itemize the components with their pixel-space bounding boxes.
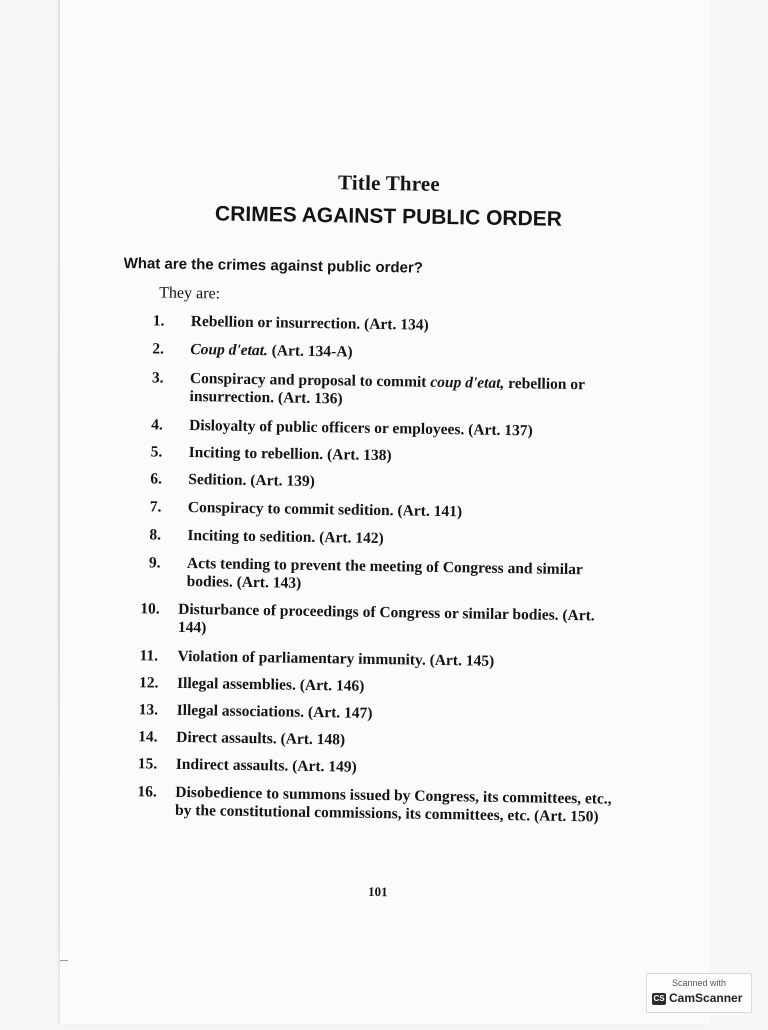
question: What are the crimes against public order? — [123, 254, 424, 277]
list-item-text — [189, 417, 621, 442]
list-item-text-part: Inciting to sedition. (Art. 142) — [187, 526, 384, 548]
list-item-text — [188, 499, 620, 524]
list-item — [152, 340, 622, 365]
watermark-brand: CamScanner — [669, 991, 743, 1005]
page-number: 101 — [367, 883, 388, 900]
scanner-watermark — [646, 973, 752, 1013]
list-item-text-part: Sedition. (Art. 139) — [188, 470, 315, 490]
list-item-text — [187, 527, 619, 552]
list-item — [150, 498, 620, 523]
list-item-text — [187, 555, 620, 598]
list-item-text — [177, 675, 617, 700]
camscanner-logo-icon: CS — [653, 994, 665, 1003]
list-item-text — [177, 648, 617, 673]
list-item — [138, 728, 616, 753]
list-item-text — [190, 341, 622, 366]
list-item-text — [189, 444, 621, 469]
list-item — [151, 443, 621, 468]
list-item-number: 12. — [138, 674, 159, 692]
list-item-text — [177, 702, 617, 727]
list-item — [139, 647, 617, 672]
list-item-number: 9. — [148, 554, 161, 572]
list-item-number: 5. — [150, 443, 163, 461]
list-item-text — [191, 313, 623, 338]
list-item-text-part: Disobedience to summons issued by Congress, its committees, etc., by the constitutional commissions, its committees, etc. (Art. 150) — [174, 783, 612, 826]
list-item — [151, 416, 621, 441]
list-item-text-part: Disloyalty of public officers or employees. (Art. 137) — [189, 416, 533, 440]
list-item-text-part: Disturbance of proceedings of Congress or similar bodies. (Art. 144) — [177, 600, 595, 637]
list-item-number: 6. — [150, 470, 163, 488]
list-item-text — [175, 784, 616, 827]
list-item — [137, 755, 616, 780]
list-item — [153, 312, 623, 337]
chapter-heading: CRIMES AGAINST PUBLIC ORDER — [214, 202, 563, 231]
list-item-number: 1. — [152, 312, 165, 330]
list-item-text-part: Direct assaults. (Art. 148) — [176, 728, 346, 749]
margin-mark — [60, 960, 68, 961]
list-item — [149, 554, 620, 597]
list-item-text-part: Acts tending to prevent the meeting of Congress and similar bodies. (Art. 143) — [186, 554, 583, 592]
list-item-text-part: rebellion or insurrection. (Art. 136) — [189, 374, 585, 408]
list-item-text — [176, 729, 616, 754]
list-item — [140, 600, 619, 643]
list-item-number: 3. — [151, 369, 164, 387]
list-item-text-part: Illegal associations. (Art. 147) — [176, 701, 373, 722]
list-item — [137, 783, 616, 826]
list-item-text — [188, 471, 620, 496]
list-item — [150, 470, 620, 495]
list-item-italic-text: Coup d'etat. — [190, 341, 268, 360]
list-item-text — [189, 370, 622, 413]
list-item-number: 16. — [137, 783, 157, 801]
list-item-italic-text: coup d'etat, — [430, 373, 505, 392]
list-item-number: 7. — [149, 498, 162, 516]
title: Title Three — [337, 170, 441, 196]
list-item-number: 11. — [139, 647, 159, 665]
list-item — [149, 526, 619, 551]
list-item-number: 4. — [151, 416, 163, 434]
list-item-number: 2. — [152, 340, 165, 358]
list-item-number: 10. — [140, 600, 160, 618]
list-item-text — [176, 756, 616, 781]
list-item-text-part: Indirect assaults. (Art. 149) — [175, 755, 357, 776]
list-item-number: 15. — [137, 755, 158, 773]
watermark-caption: Scanned with — [671, 978, 727, 988]
list-item-number: 13. — [138, 701, 159, 719]
list-item-number: 14. — [138, 728, 158, 746]
list-item-text-part: Conspiracy and proposal to commit — [189, 369, 431, 391]
list-item-text — [178, 601, 619, 644]
list-item-text-part: Illegal assemblies. (Art. 146) — [176, 674, 365, 695]
list-item-number: 8. — [149, 526, 162, 544]
list-item — [138, 674, 617, 699]
list-item-text-part: Inciting to rebellion. (Art. 138) — [188, 443, 392, 465]
list-item — [138, 701, 617, 726]
list-item-text-part: (Art. 134-A) — [267, 342, 353, 361]
intro-text: They are: — [159, 284, 221, 303]
list-item-text-part: Conspiracy to commit sedition. (Art. 141) — [187, 498, 463, 521]
list-item — [151, 369, 622, 412]
list-item-text-part: Violation of parliamentary immunity. (Art. 145) — [177, 647, 495, 670]
list-item-text-part: Rebellion or insurrection. (Art. 134) — [190, 313, 429, 334]
